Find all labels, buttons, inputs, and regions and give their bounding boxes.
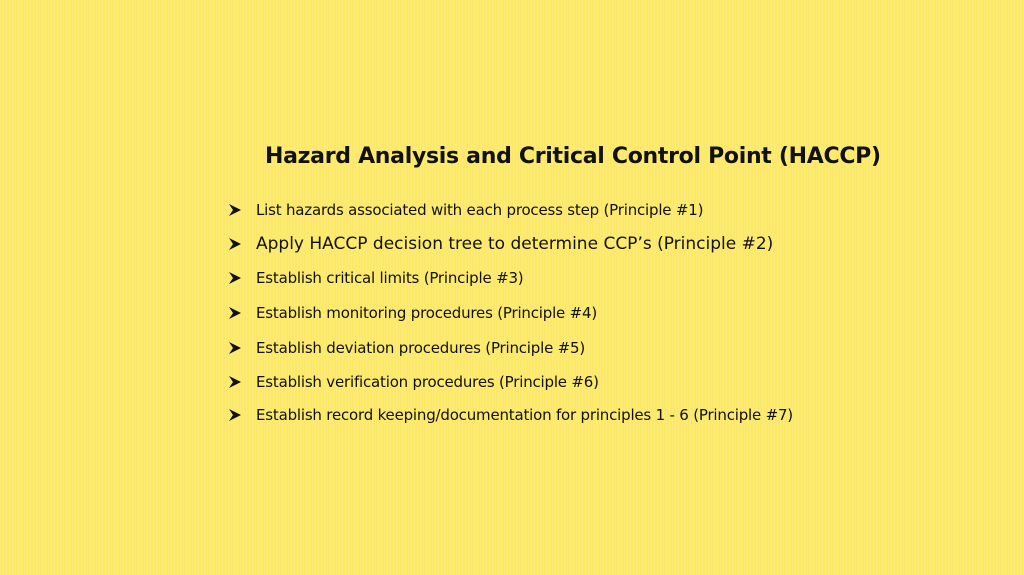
arrowhead-bullet-icon bbox=[228, 302, 242, 324]
bullet-text: Apply HACCP decision tree to determine CCP’s (Principle #2) bbox=[256, 234, 774, 254]
arrowhead-bullet-icon bbox=[228, 337, 242, 359]
arrowhead-bullet-icon bbox=[228, 267, 242, 289]
bullet-text: Establish monitoring procedures (Principle #4) bbox=[256, 304, 597, 322]
bullet-text: Establish deviation procedures (Principle #5) bbox=[256, 339, 586, 357]
slide-title: Hazard Analysis and Critical Control Point (HACCP) bbox=[265, 144, 881, 169]
bullet-text: List hazards associated with each process step (Principle #1) bbox=[256, 201, 704, 219]
bullet-text: Establish record keeping/documentation for principles 1 - 6 (Principle #7) bbox=[256, 406, 793, 424]
arrowhead-bullet-icon bbox=[228, 199, 242, 221]
arrowhead-bullet-icon bbox=[228, 404, 242, 426]
arrowhead-bullet-icon bbox=[228, 371, 242, 393]
bullet-text: Establish critical limits (Principle #3) bbox=[256, 269, 524, 287]
bullet-text: Establish verification procedures (Principle #6) bbox=[256, 373, 599, 391]
arrowhead-bullet-icon bbox=[228, 233, 242, 255]
